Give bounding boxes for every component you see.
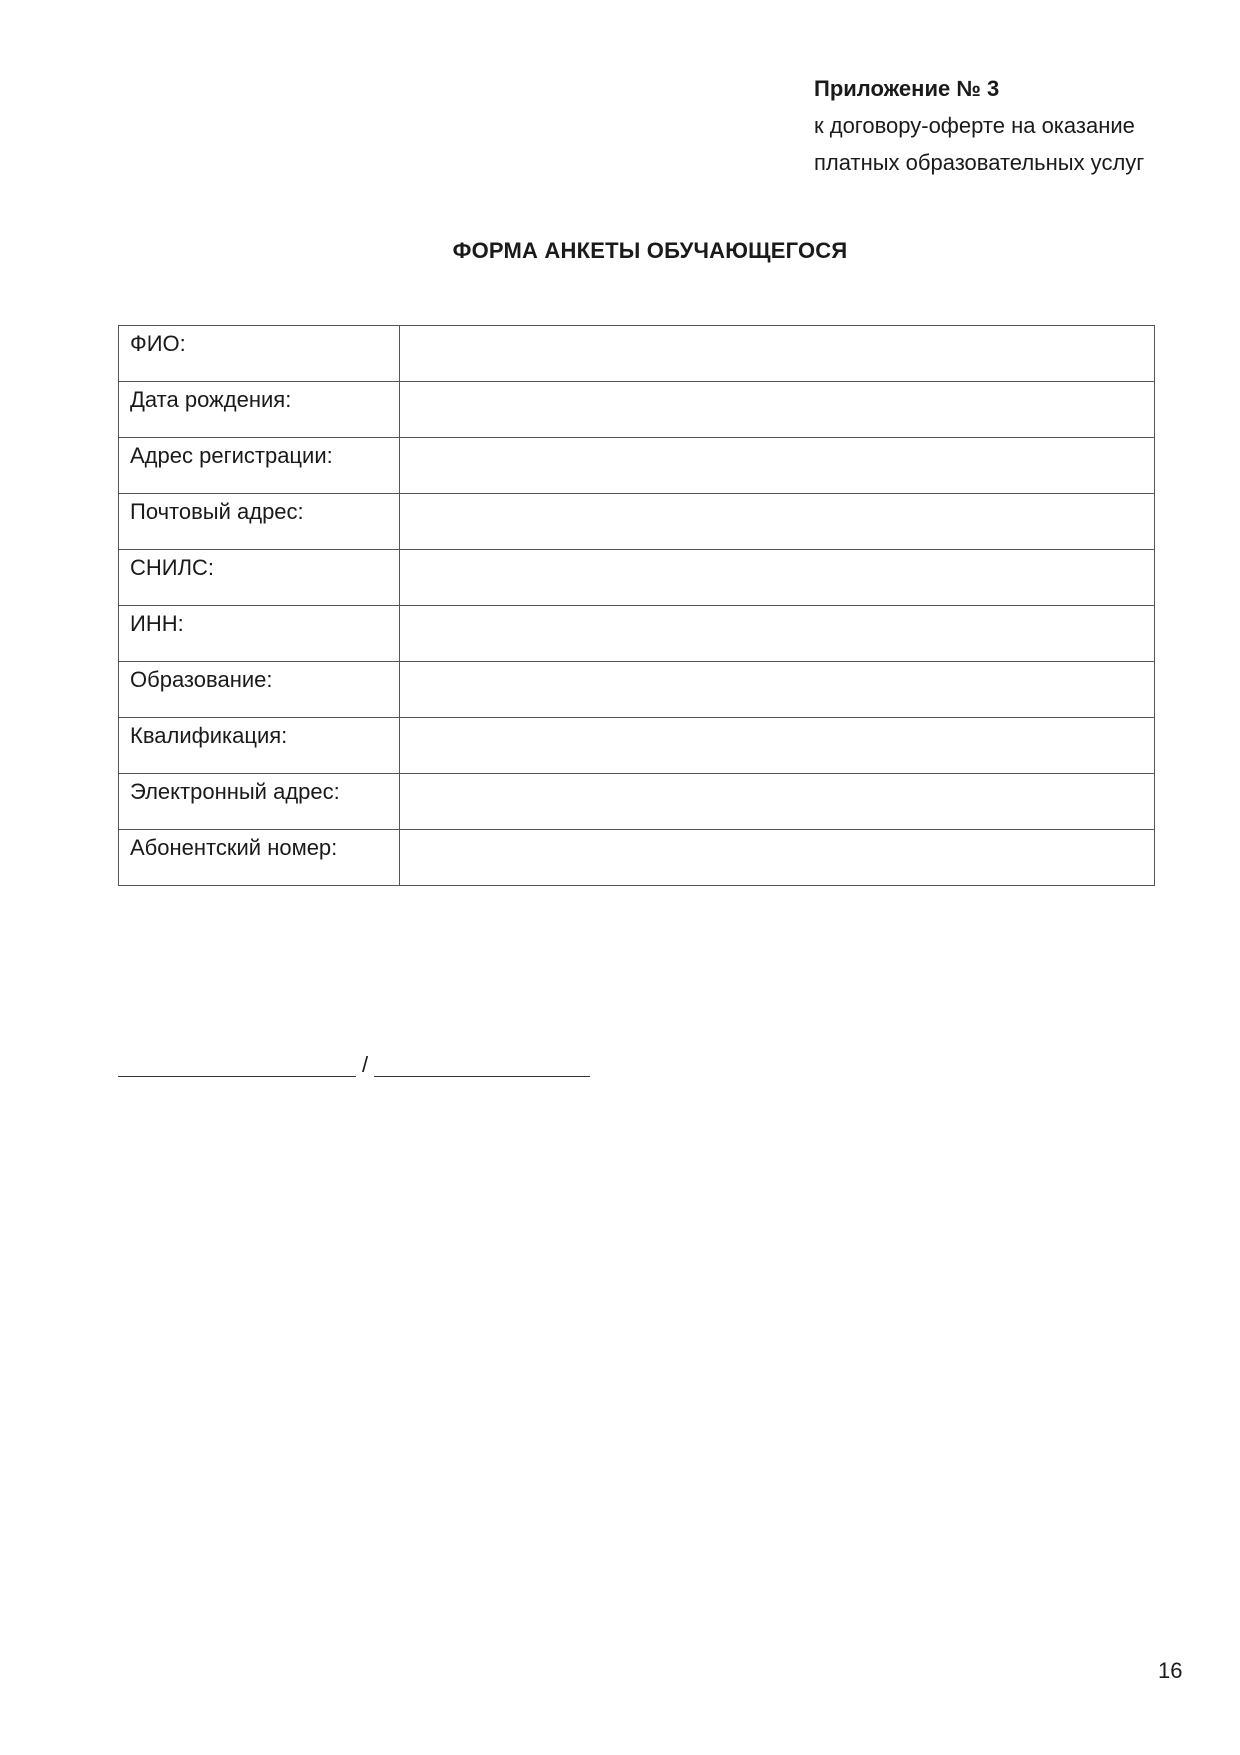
- field-value-phone-number[interactable]: [400, 830, 1155, 886]
- field-label-inn: ИНН:: [119, 606, 400, 662]
- table-row: [119, 830, 1155, 886]
- questionnaire-table: [118, 325, 1155, 886]
- appendix-title: Приложение № 3: [814, 76, 1000, 101]
- table-row: [119, 494, 1155, 550]
- signature-name-line[interactable]: [374, 1052, 590, 1077]
- appendix-header: [814, 70, 1214, 181]
- field-label-snils: СНИЛС:: [119, 550, 400, 606]
- table-row: [119, 326, 1155, 382]
- field-label-qualification: Квалификация:: [119, 718, 400, 774]
- table-row: [119, 550, 1155, 606]
- appendix-subtitle-line-2: платных образовательных услуг: [814, 150, 1145, 175]
- field-value-email[interactable]: [400, 774, 1155, 830]
- field-value-inn[interactable]: [400, 606, 1155, 662]
- appendix-subtitle-line-1: к договору-оферте на оказание: [814, 113, 1135, 138]
- table-row: [119, 718, 1155, 774]
- field-label-postal-address: Почтовый адрес:: [119, 494, 400, 550]
- signature-block: [118, 1052, 590, 1077]
- field-value-registration-address[interactable]: [400, 438, 1155, 494]
- field-value-birth-date[interactable]: [400, 382, 1155, 438]
- table-row: [119, 662, 1155, 718]
- field-value-qualification[interactable]: [400, 718, 1155, 774]
- field-label-education: Образование:: [119, 662, 400, 718]
- field-label-email: Электронный адрес:: [119, 774, 400, 830]
- field-value-full-name[interactable]: [400, 326, 1155, 382]
- signature-separator: /: [362, 1052, 369, 1077]
- field-label-registration-address: Адрес регистрации:: [119, 438, 400, 494]
- field-value-snils[interactable]: [400, 550, 1155, 606]
- signature-line[interactable]: [118, 1052, 356, 1077]
- field-value-education[interactable]: [400, 662, 1155, 718]
- table-row: [119, 774, 1155, 830]
- page-number: 16: [1158, 1658, 1183, 1683]
- field-value-postal-address[interactable]: [400, 494, 1155, 550]
- table-row: [119, 382, 1155, 438]
- table-row: [119, 606, 1155, 662]
- table-row: [119, 438, 1155, 494]
- form-title: ФОРМА АНКЕТЫ ОБУЧАЮЩЕГОСЯ: [452, 238, 848, 263]
- field-label-full-name: ФИО:: [119, 326, 400, 382]
- field-label-phone-number: Абонентский номер:: [119, 830, 400, 886]
- field-label-birth-date: Дата рождения:: [119, 382, 400, 438]
